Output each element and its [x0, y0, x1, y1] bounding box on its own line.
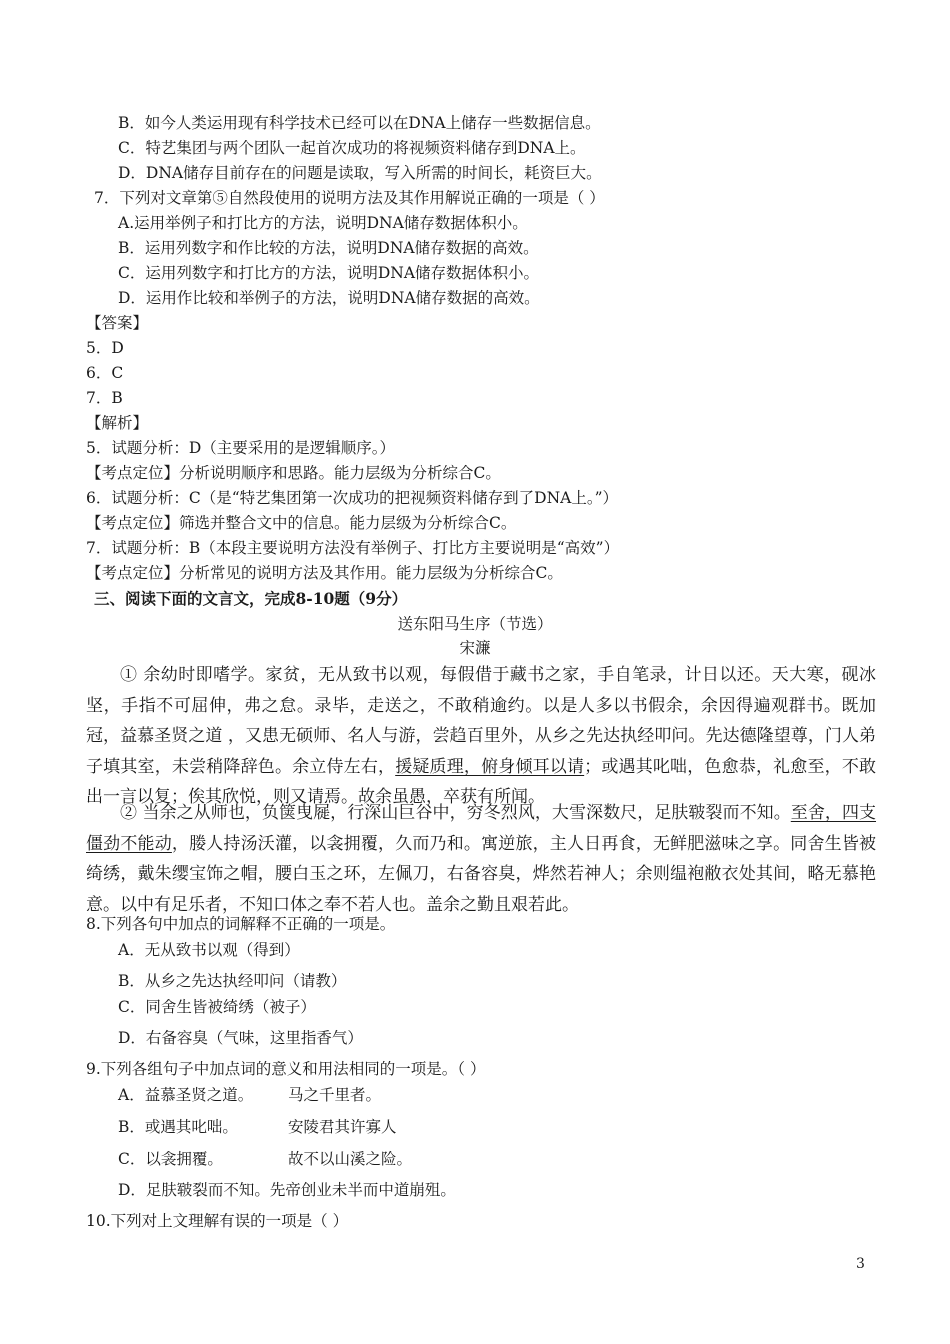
analysis-heading: 【解析】 — [86, 414, 149, 432]
q9-option-d: D．足肤皲裂而不知。先帝创业未半而中道崩殂。 — [118, 1181, 456, 1199]
page-number: 3 — [856, 1256, 865, 1272]
q7-option-b: B．运用列数字和作比较的方法，说明DNA储存数据的高效。 — [118, 239, 539, 257]
q6-option-d: D．DNA储存目前存在的问题是读取，写入所需的时间长，耗资巨大。 — [118, 164, 602, 182]
underlined-phrase: 援疑质理，俯身倾耳以请 — [395, 756, 585, 777]
answers-heading: 【答案】 — [86, 314, 149, 332]
analysis-line: 5．试题分析：D（主要采用的是逻辑顺序。） — [86, 439, 396, 457]
q9-option-a: A．益慕圣贤之道。 — [118, 1086, 254, 1104]
q8-option-b: B．从乡之先达执经叩问（请教） — [118, 972, 347, 990]
passage-author: 宋濂 — [459, 639, 491, 657]
q8-option-d: D．右备容臭（气味，这里指香气） — [118, 1029, 363, 1047]
q10-stem: 10.下列对上文理解有误的一项是（ ） — [86, 1212, 349, 1230]
passage-text: ② 当余之从师也，负箧曳屣，行深山巨谷中，穷冬烈风，大雪深数尺，足肤皲裂而不知。 — [120, 803, 791, 823]
q6-option-b: B．如今人类运用现有科学技术已经可以在DNA上储存一些数据信息。 — [118, 114, 601, 132]
q8-stem: 8.下列各句中加点的词解释不正确的一项是。 — [86, 915, 396, 933]
analysis-line: 【考点定位】分析说明顺序和思路。能力层级为分析综合C。 — [86, 464, 501, 482]
q8-option-a: A．无从致书以观（得到） — [118, 941, 300, 959]
analysis-line: 【考点定位】分析常见的说明方法及其作用。能力层级为分析综合C。 — [86, 564, 563, 582]
answer-7: 7．B — [86, 389, 123, 407]
passage-title: 送东阳马生序（节选） — [397, 615, 553, 633]
q9-option-a-pair: 马之千里者。 — [288, 1086, 382, 1104]
analysis-line: 6．试题分析：C（是“特艺集团第一次成功的把视频资料储存到了DNA上。”） — [86, 489, 619, 507]
q8-option-c: C．同舍生皆被绮绣（被子） — [118, 998, 316, 1016]
q6-option-c: C．特艺集团与两个团队一起首次成功的将视频资料储存到DNA上。 — [118, 139, 586, 157]
passage-paragraph-1 — [86, 660, 876, 813]
section-heading: 三、阅读下面的文言文，完成8-10题（9分） — [94, 589, 408, 608]
analysis-line: 7．试题分析：B（本段主要说明方法没有举例子、打比方主要说明是“高效”） — [86, 539, 620, 557]
answer-6: 6．C — [86, 364, 124, 382]
q9-option-c: C．以衾拥覆。 — [118, 1150, 223, 1168]
q9-option-c-pair: 故不以山溪之险。 — [288, 1150, 413, 1168]
q9-option-b: B．或遇其叱咄。 — [118, 1118, 238, 1136]
passage-paragraph-2 — [86, 798, 876, 920]
underlined-phrase: 至舍，四支僵劲不能动 — [86, 803, 877, 854]
q7-stem: 7．下列对文章第⑤自然段使用的说明方法及其作用解说正确的一项是（ ） — [94, 189, 605, 207]
passage-text: ；或遇其叱咄，色愈恭，礼愈至，不敢出一言以复；俟其欣悦，则又请焉。故余虽愚，卒获有所闻。 — [86, 756, 877, 807]
passage-text: ，媵人持汤沃灌，以衾拥覆，久而乃和。寓逆旅，主人日再食，无鲜肥滋味之享。同舍生皆被绮绣，戴朱缨宝饰之帽，腰白玉之环，左佩刀，右备容臭，烨然若神人；余则缊袍敝衣处其间，略无慕艳意。以中有足乐者，不知口体之奉不若人也。盖余之勤且艰若此。 — [86, 833, 876, 915]
analysis-line: 【考点定位】筛选并整合文中的信息。能力层级为分析综合C。 — [86, 514, 517, 532]
q9-option-b-pair: 安陵君其许寡人 — [288, 1118, 397, 1136]
q7-option-c: C．运用列数字和打比方的方法，说明DNA储存数据体积小。 — [118, 264, 540, 282]
q7-option-d: D．运用作比较和举例子的方法，说明DNA储存数据的高效。 — [118, 289, 540, 307]
passage-text: ① 余幼时即嗜学。家贫，无从致书以观，每假借于藏书之家，手自笔录，计日以还。天大寒，砚冰坚，手指不可屈伸，弗之怠。录毕，走送之，不敢稍逾约。以是人多以书假余，余因得遍观群书。既加冠，益慕圣贤之道 ，又患无硕师、名人与游，尝趋百里外，从乡之先达执经叩问。先达德隆望尊，门人弟子填其室，未尝稍降辞色。余立侍左右， — [86, 665, 876, 777]
answer-5: 5．D — [86, 339, 124, 357]
q7-option-a: A.运用举例子和打比方的方法，说明DNA储存数据体积小。 — [118, 214, 528, 232]
q9-stem: 9.下列各组句子中加点词的意义和用法相同的一项是。（ ） — [86, 1060, 486, 1078]
